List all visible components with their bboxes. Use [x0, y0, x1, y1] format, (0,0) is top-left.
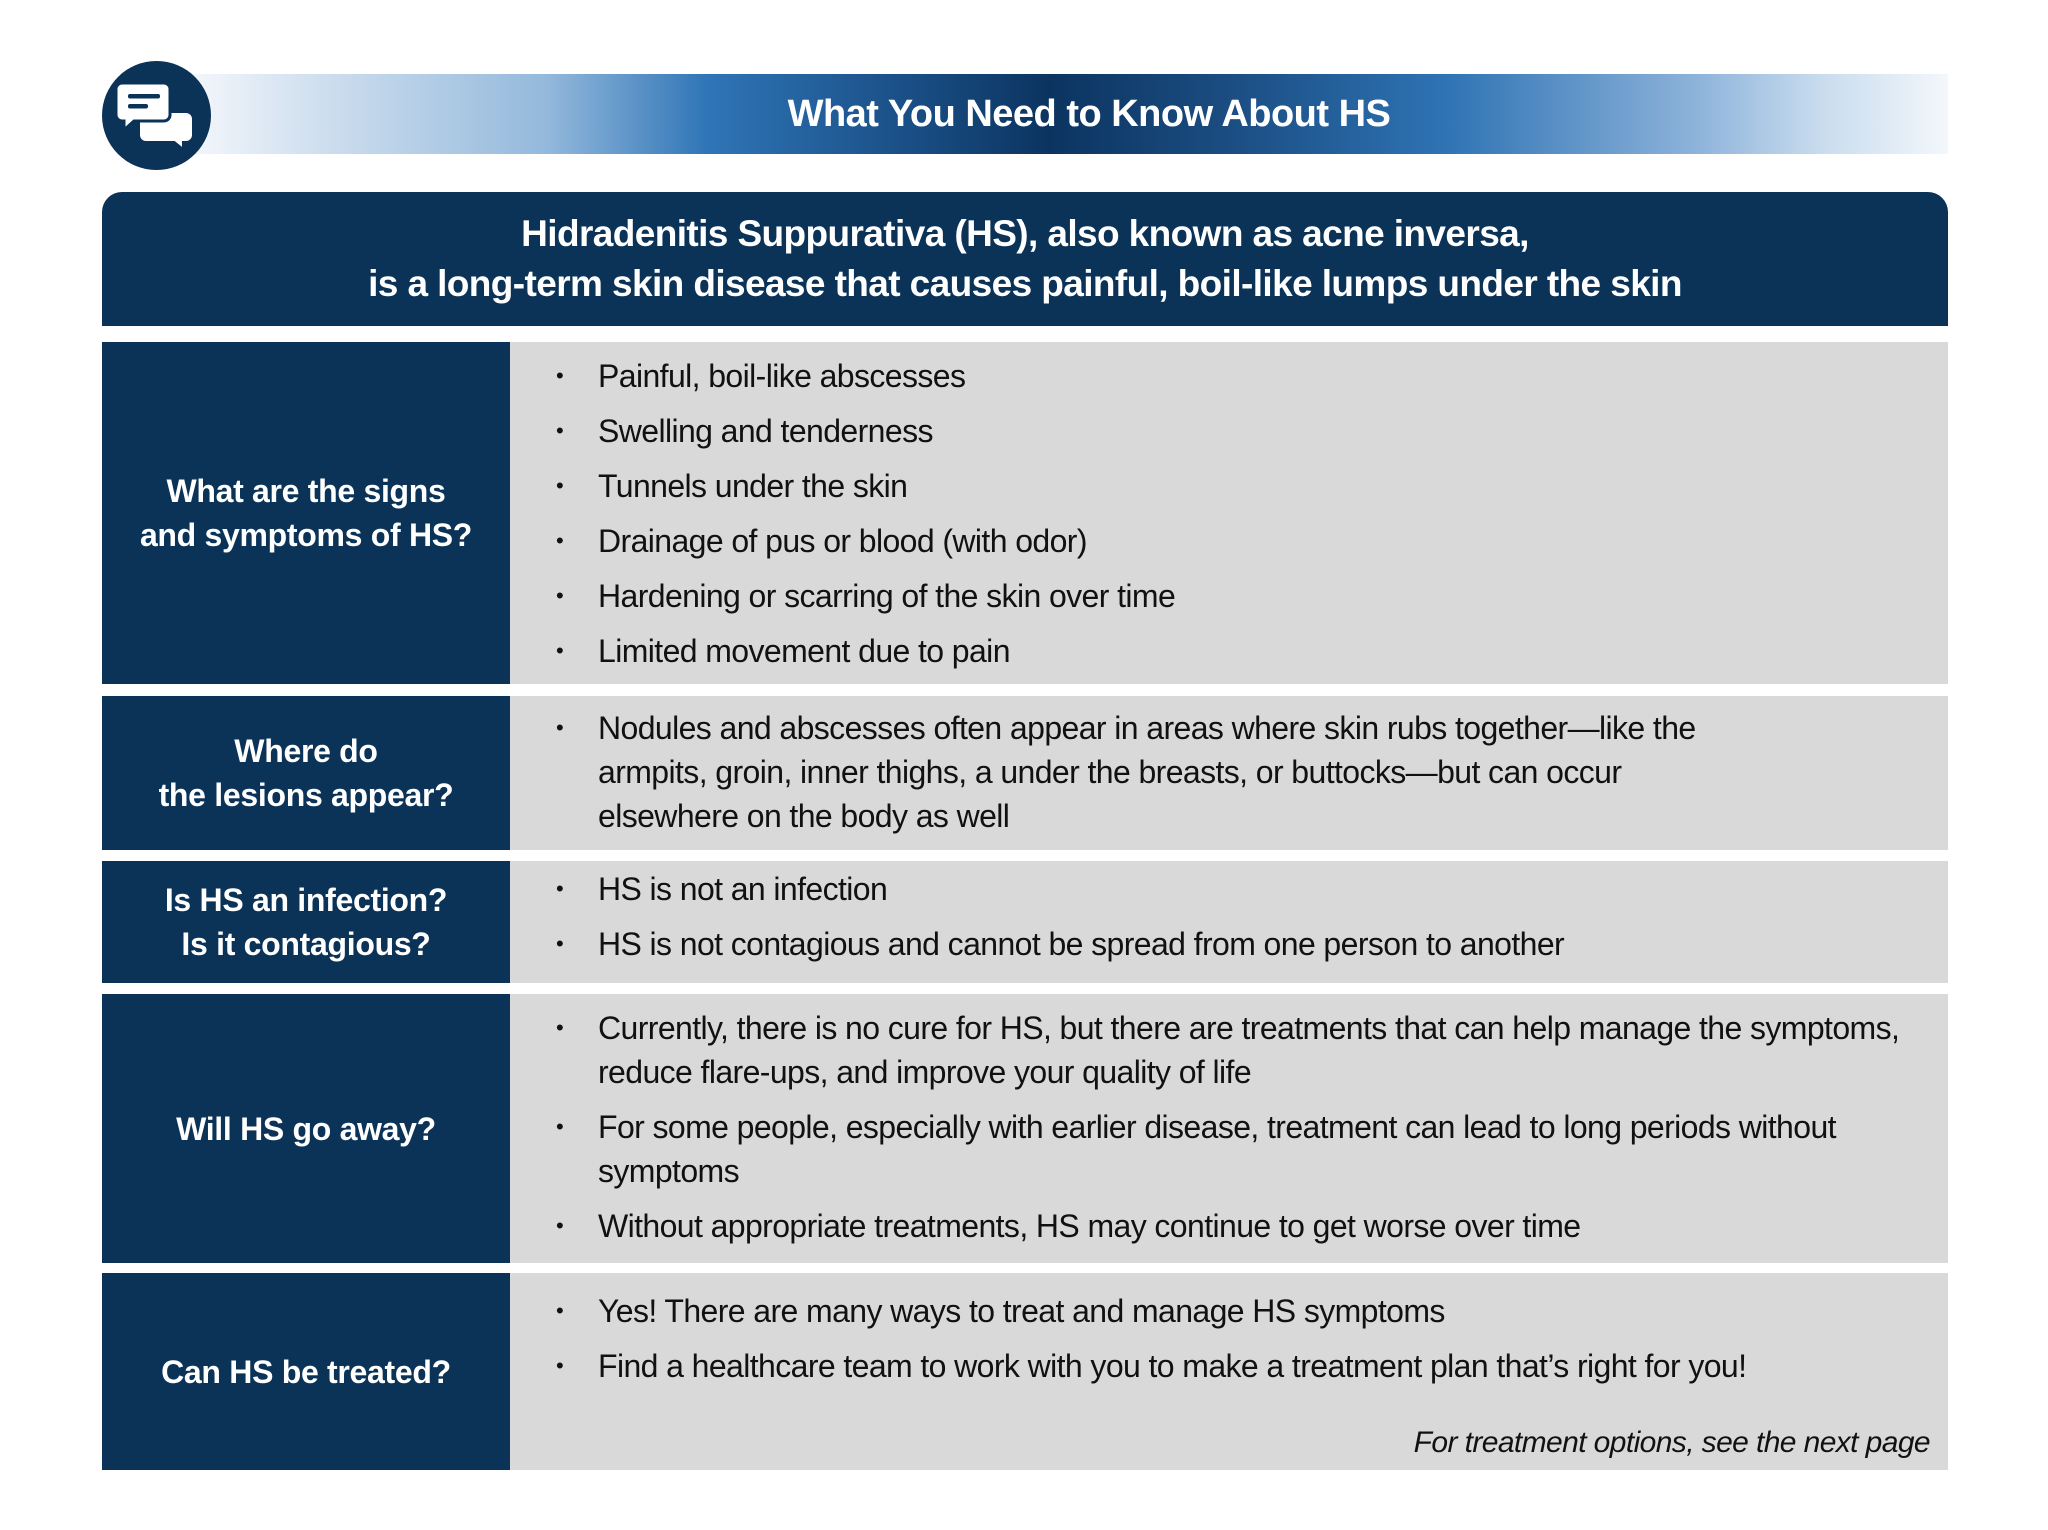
bullet-icon: •: [556, 418, 564, 443]
answer-item: • Nodules and abscesses often appear in areas where skin rubs together—like the armpits, groin, inner thighs, a under the breasts, or buttocks—but can occur elsewhere on the body as well: [550, 706, 1748, 838]
answer-item: • Without appropriate treatments, HS may continue to get worse over time: [550, 1204, 1908, 1248]
title-banner: [150, 74, 1948, 154]
bullet-icon: •: [556, 931, 564, 956]
answer-list: [550, 867, 1928, 966]
question-line: Will HS go away?: [176, 1110, 436, 1147]
faq-row-lesion-location: [102, 696, 1948, 850]
bullet-icon: •: [556, 715, 564, 740]
question-line: the lesions appear?: [158, 777, 454, 813]
intro-line-2: is a long-term skin disease that causes painful, boil-like lumps under the skin: [368, 263, 1682, 304]
question-line: Is HS an infection?: [164, 882, 448, 918]
bullet-icon: •: [556, 1298, 564, 1323]
bullet-icon: •: [556, 583, 564, 608]
page-title: What You Need to Know About HS: [787, 93, 1391, 135]
question-cell: [102, 994, 510, 1263]
bullet-icon: •: [556, 1213, 564, 1238]
bullet-icon: •: [556, 876, 564, 901]
bullet-icon: •: [556, 1114, 564, 1139]
answer-cell: [510, 1273, 1948, 1470]
answer-item: • Currently, there is no cure for HS, but there are treatments that can help manage the symptoms, reduce flare-ups, and improve your quality of life: [550, 1006, 1908, 1094]
intro-definition: [102, 192, 1948, 326]
faq-row-treatable: [102, 1273, 1948, 1470]
answer-item: • Swelling and tenderness: [550, 409, 1928, 453]
bullet-icon: •: [556, 1353, 564, 1378]
chat-bubbles-logo: [102, 61, 211, 170]
answer-item: • Hardening or scarring of the skin over time: [550, 574, 1928, 618]
bullet-icon: •: [556, 473, 564, 498]
answer-item: • Limited movement due to pain: [550, 629, 1928, 673]
chat-bubbles-icon: [116, 81, 198, 151]
faq-row-infection-contagious: [102, 861, 1948, 983]
answer-cell: [510, 342, 1948, 684]
answer-list: [550, 1289, 1928, 1388]
answer-list: [550, 1006, 1908, 1248]
answer-item: • For some people, especially with earlier disease, treatment can lead to long periods without symptoms: [550, 1105, 1908, 1193]
question-cell: [102, 1273, 510, 1470]
answer-cell: [510, 861, 1948, 983]
bullet-icon: •: [556, 363, 564, 388]
answer-item: • Painful, boil-like abscesses: [550, 354, 1928, 398]
question-cell: [102, 861, 510, 983]
question-line: What are the signs: [166, 473, 446, 509]
bullet-icon: •: [556, 638, 564, 663]
answer-item: • Tunnels under the skin: [550, 464, 1928, 508]
next-page-footnote: For treatment options, see the next page: [1413, 1426, 1930, 1459]
answer-item: • Find a healthcare team to work with you to make a treatment plan that’s right for you!: [550, 1344, 1928, 1388]
faq-row-signs-symptoms: [102, 342, 1948, 684]
question-line: Is it contagious?: [181, 926, 431, 962]
intro-line-1: Hidradenitis Suppurativa (HS), also known as acne inversa,: [521, 213, 1529, 254]
question-line: Where do: [234, 733, 378, 769]
answer-item: • Yes! There are many ways to treat and manage HS symptoms: [550, 1289, 1928, 1333]
question-line: Can HS be treated?: [161, 1353, 451, 1390]
answer-cell: [510, 994, 1948, 1263]
bullet-icon: •: [556, 528, 564, 553]
answer-item: • HS is not contagious and cannot be spread from one person to another: [550, 922, 1928, 966]
answer-item: • Drainage of pus or blood (with odor): [550, 519, 1928, 563]
answer-item: • HS is not an infection: [550, 867, 1928, 911]
answer-list: [550, 354, 1928, 673]
question-cell: [102, 342, 510, 684]
answer-cell: [510, 696, 1948, 850]
faq-row-go-away: [102, 994, 1948, 1263]
question-line: and symptoms of HS?: [139, 517, 473, 553]
answer-list: [550, 706, 1748, 838]
question-cell: [102, 696, 510, 850]
bullet-icon: •: [556, 1015, 564, 1040]
